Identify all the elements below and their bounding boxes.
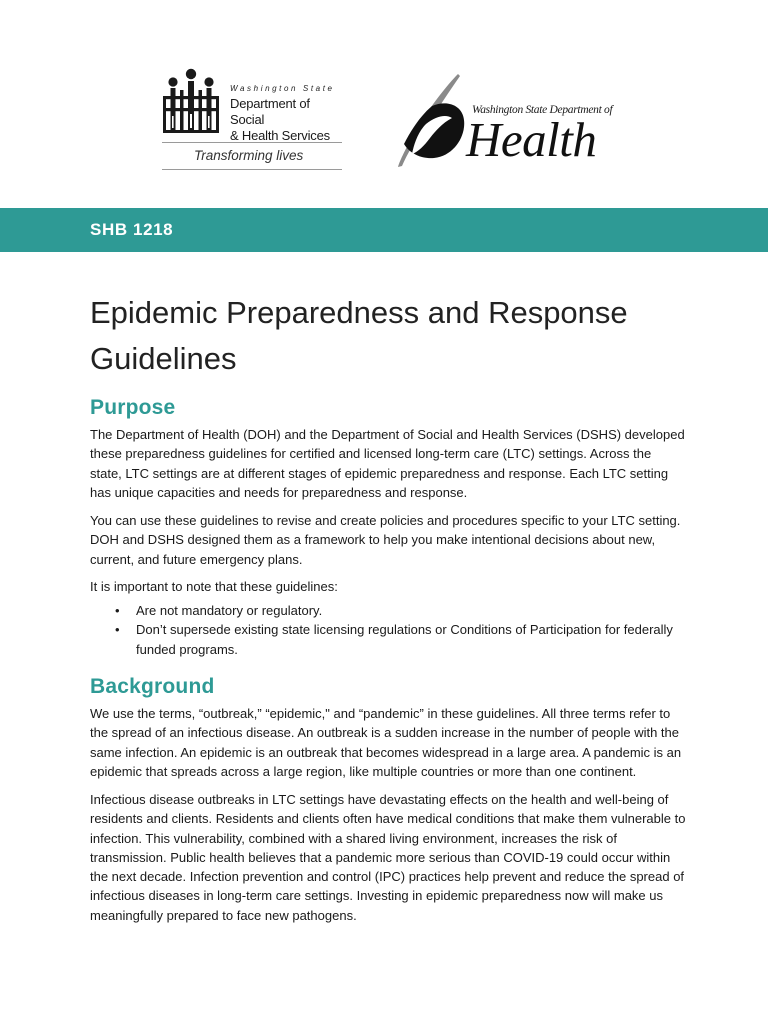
dshs-people-icon — [160, 66, 222, 136]
doh-subtitle: Washington State Department of — [472, 104, 613, 116]
background-paragraph-1: We use the terms, “outbreak,” “epidemic," and “pandemic” in these guidelines. All three terms refer to the spread of an infectious disease. An outbreak is a sudden increase in the number of people with the same infection. An epidemic is an outbreak that becomes widespread in a large area. A pandemic is an epidemic that spreads across a large region, like multiple countries or more than one continent. — [90, 706, 682, 779]
bullet-icon: • — [115, 622, 120, 638]
bullet-text: Don’t supersede existing state licensing regulations or Conditions of Participation for federally funded programs. — [136, 622, 673, 657]
dshs-state-label: Washington State — [230, 84, 335, 93]
doh-logo — [396, 72, 618, 168]
purpose-bullet-list — [90, 601, 686, 659]
list-item — [90, 620, 686, 659]
bill-number-label: SHB 1218 — [90, 220, 174, 239]
dshs-department-name — [230, 96, 342, 144]
purpose-paragraph-1: The Department of Health (DOH) and the Department of Social and Health Services (DSHS) developed these preparedness guidelines for certified and licensed long-term care (LTC) settings. Across the state, LTC settings are at different stages of epidemic preparedness and response. Each LTC setting has unique capacities and needs for preparedness and response. — [90, 427, 685, 500]
bullet-icon: • — [115, 603, 120, 618]
dshs-tagline: Transforming lives — [194, 148, 304, 163]
background-heading: Background — [90, 675, 215, 698]
dshs-name-line1: Department of Social — [230, 96, 310, 127]
doh-feather-icon — [396, 72, 468, 168]
dshs-divider-bottom — [162, 169, 342, 170]
dshs-name-line2: & Health Services — [230, 128, 330, 143]
purpose-heading: Purpose — [90, 396, 176, 419]
list-item — [90, 601, 686, 620]
background-paragraph-2: Infectious disease outbreaks in LTC settings have devastating effects on the health and well-being of residents and clients. Residents and clients often have medical conditions that make them vulnerable to infection. This vulnerability, combined with a shared living environment, increases the risk of transmission. Public health believes that a pandemic more serious than COVID-19 could occur within the next decade. Infection prevention and control (IPC) practices help prevent and reduce the spread of infectious diseases in long-term care settings. Investing in epidemic preparedness now will make us meaningfully prepared to face new pathogens. — [90, 792, 686, 923]
dshs-divider-top — [162, 142, 342, 143]
bullet-text: Are not mandatory or regulatory. — [136, 603, 323, 618]
purpose-paragraph-2: You can use these guidelines to revise and create policies and procedures specific to your LTC setting. DOH and DSHS designed them as a framework to help you make intentional decisions about new, current, and future emergency plans. — [90, 513, 681, 567]
page-title: Epidemic Preparedness and Response Guidelines — [90, 295, 628, 376]
doh-name: Health — [466, 112, 597, 167]
purpose-paragraph-3: It is important to note that these guidelines: — [90, 579, 338, 594]
header-band — [0, 208, 768, 252]
dshs-logo — [160, 66, 342, 174]
